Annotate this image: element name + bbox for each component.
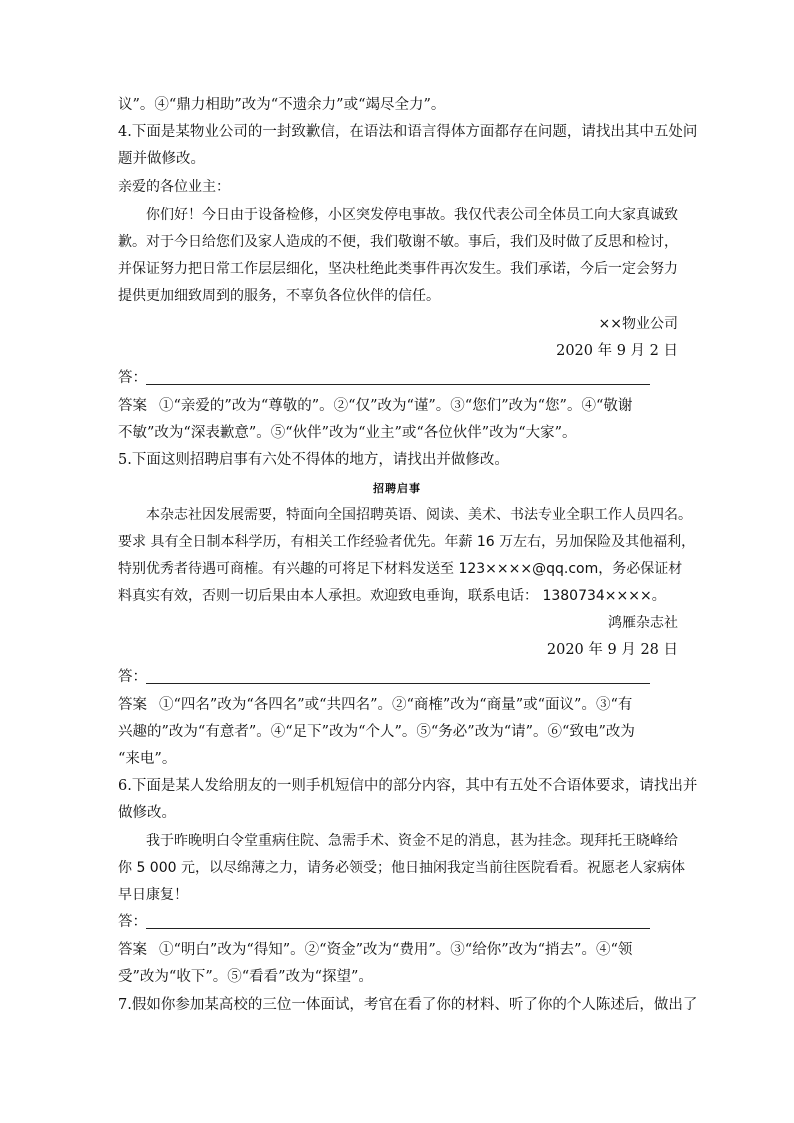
answer-line xyxy=(118,396,680,416)
sms-paragraph-line: 你 5 000 元，以尽绵薄之力，请务必领受；他日抽闲我定当前往医院看看。祝愿老人家病体 xyxy=(118,860,685,876)
answer-label: 答： xyxy=(118,370,147,386)
notice-paragraph-line: 要求 具有全日制本科学历，有相关工作经验者优先。年薪 16 万左右，另加保险及其他福利， xyxy=(118,534,696,550)
answer-line xyxy=(118,940,680,960)
letter-paragraph-line: 你们好！今日由于设备检修，小区突发停电事故。我仅代表公司全体员工向大家真诚致 xyxy=(146,207,678,223)
answer-blank-line[interactable] xyxy=(146,384,650,385)
answer-blank-line[interactable] xyxy=(146,683,650,684)
answer-key-label: 答案 xyxy=(118,697,147,713)
answer-key-label: 答案 xyxy=(118,398,147,414)
notice-paragraph-line: 料真实有效，否则一切后果由本人承担。欢迎致电垂询，联系电话： 1380734××××。 xyxy=(118,588,666,604)
notice-signature: 鸿雁杂志社 xyxy=(608,615,678,631)
letter-paragraph-line: 歉。对于今日给您们及家人造成的不便，我们敬谢不敏。事后，我们及时做了反思和检讨， xyxy=(118,234,678,250)
answer-prompt xyxy=(118,667,680,687)
notice-title: 招聘启事 xyxy=(373,482,421,495)
text-line: 议”。④“鼎力相助”改为“不遗余力”或“竭尽全力”。 xyxy=(118,97,446,113)
sms-paragraph-line: 早日康复！ xyxy=(118,887,188,903)
notice-date: 2020 年 9 月 28 日 xyxy=(546,642,678,658)
letter-paragraph-line: 提供更加细致周到的服务，不辜负各位伙伴的信任。 xyxy=(118,288,440,304)
answer-text: ①“亲爱的”改为“尊敬的”。②“仅”改为“谨”。③“您们”改为“您”。④“敬谢 xyxy=(159,398,633,414)
answer-text-cont: 不敏”改为“深表歉意”。⑤“伙伴”改为“业主”或“各位伙伴”改为“大家”。 xyxy=(118,425,577,441)
answer-text: ①“明白”改为“得知”。②“资金”改为“费用”。③“给你”改为“捎去”。④“领 xyxy=(159,942,633,958)
answer-blank-line[interactable] xyxy=(146,928,650,929)
answer-text-cont: “来电”。 xyxy=(118,751,177,767)
question-6-prompt-cont: 做修改。 xyxy=(118,805,176,821)
answer-label: 答： xyxy=(118,669,147,685)
question-4-prompt: 4.下面是某物业公司的一封致歉信，在语法和语言得体方面都存在问题，请找出其中五处问 xyxy=(118,124,698,140)
answer-line xyxy=(118,695,680,715)
question-4-prompt-cont: 题并做修改。 xyxy=(118,151,205,167)
answer-key-label: 答案 xyxy=(118,942,147,958)
question-6-prompt: 6.下面是某人发给朋友的一则手机短信中的部分内容，其中有五处不合语体要求，请找出并 xyxy=(118,778,698,794)
answer-label: 答： xyxy=(118,914,147,930)
letter-date: 2020 年 9 月 2 日 xyxy=(556,343,678,359)
answer-prompt xyxy=(118,912,680,932)
question-5-prompt: 5.下面这则招聘启事有六处不得体的地方，请找出并做修改。 xyxy=(118,452,509,468)
notice-paragraph-line: 特别优秀者待遇可商榷。有兴趣的可将足下材料发送至 123××××@qq.com，务必保证材 xyxy=(118,561,683,577)
letter-signature: ××物业公司 xyxy=(598,316,678,332)
letter-paragraph-line: 并保证努力把日常工作层层细化，坚决杜绝此类事件再次发生。我们承诺，今后一定会努力 xyxy=(118,261,678,277)
answer-text-cont: 受”改为“收下”。⑤“看看”改为“探望”。 xyxy=(118,969,373,985)
answer-prompt xyxy=(118,368,680,388)
answer-text-cont: 兴趣的”改为“有意者”。④“足下”改为“个人”。⑤“务必”改为“请”。⑥“致电”改为 xyxy=(118,724,635,740)
notice-paragraph-line: 本杂志社因发展需要，特面向全国招聘英语、阅读、美术、书法专业全职工作人员四名。 xyxy=(146,507,692,523)
letter-salutation: 亲爱的各位业主： xyxy=(118,179,230,195)
answer-text: ①“四名”改为“各四名”或“共四名”。②“商榷”改为“商量”或“面议”。③“有 xyxy=(159,697,633,713)
question-7-prompt: 7.假如你参加某高校的三位一体面试，考官在看了你的材料、听了你的个人陈述后，做出了 xyxy=(118,997,698,1013)
sms-paragraph-line: 我于昨晚明白令堂重病住院、急需手术、资金不足的消息，甚为挂念。现拜托王晓峰给 xyxy=(146,833,678,849)
